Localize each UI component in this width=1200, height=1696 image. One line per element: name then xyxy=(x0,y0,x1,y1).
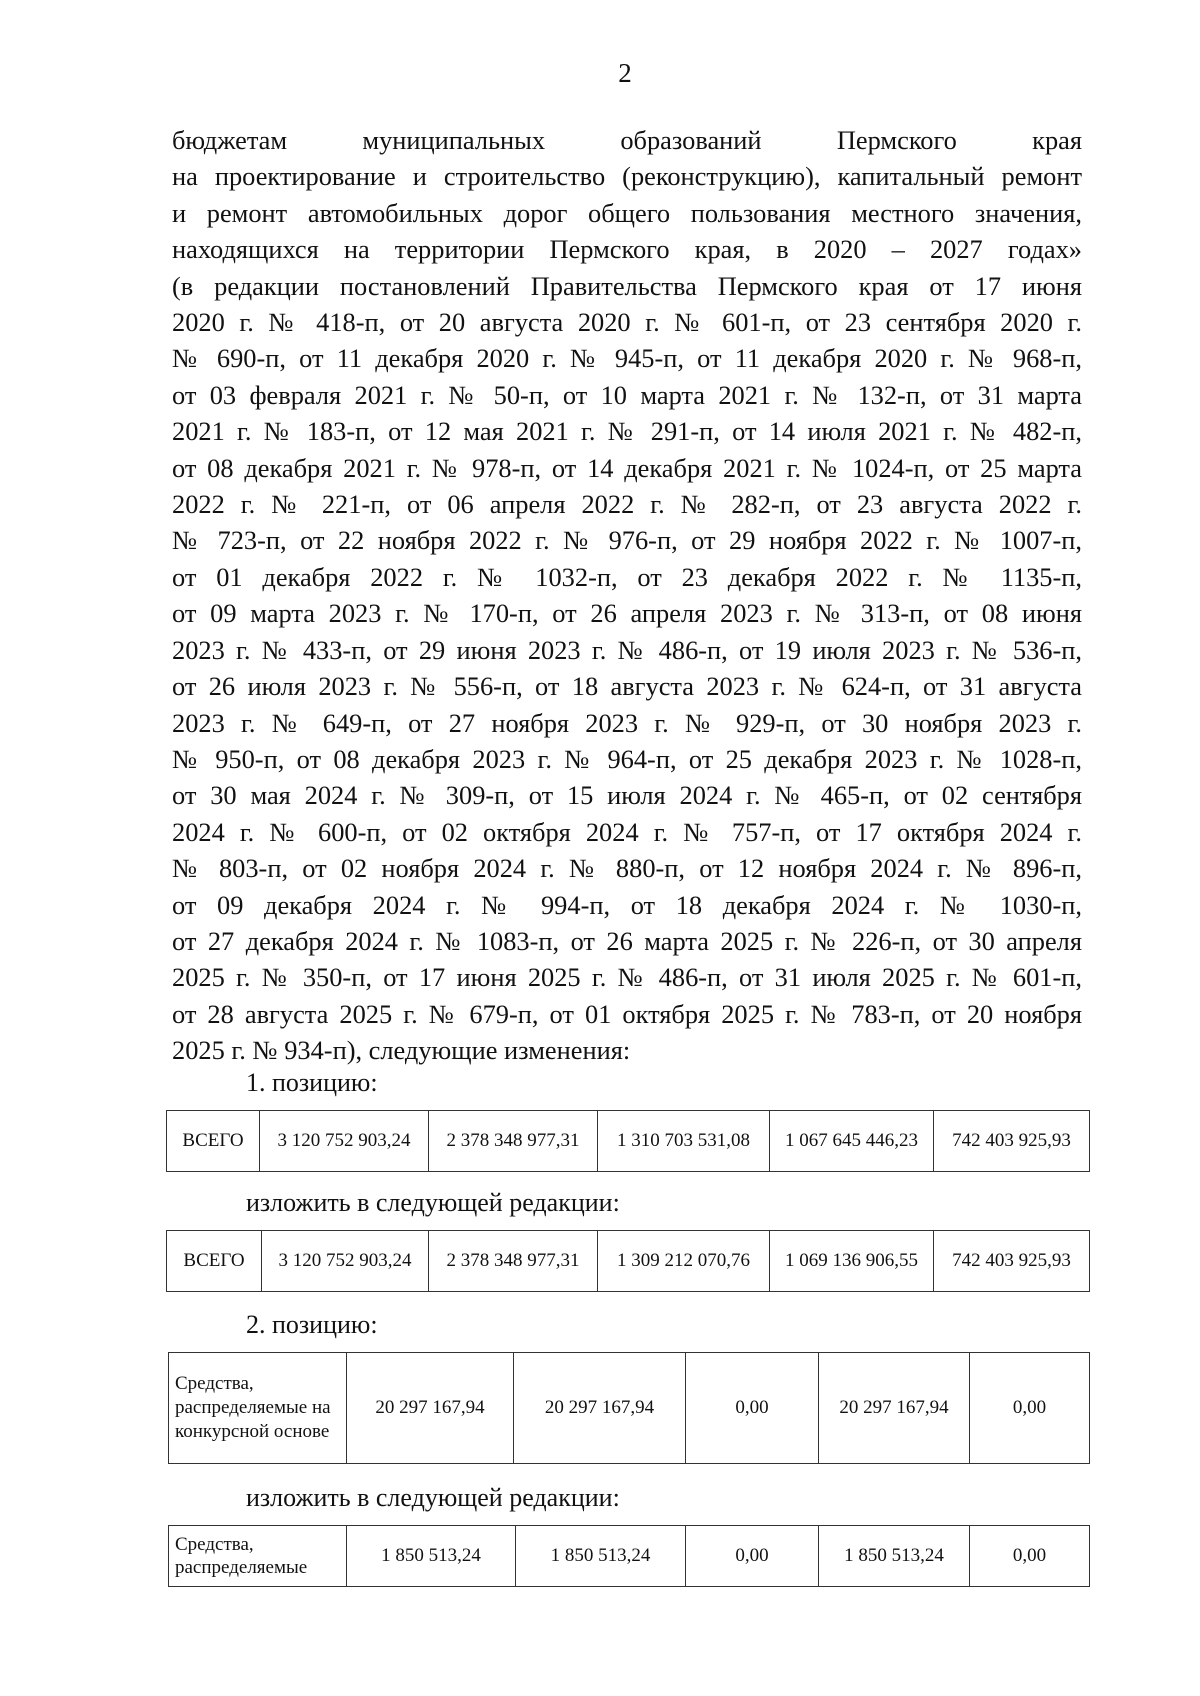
table-cell: 20 297 167,94 xyxy=(347,1353,514,1464)
table-row xyxy=(167,1231,1090,1292)
item-2-label: 2. позицию: xyxy=(246,1310,378,1339)
paragraph-line: от 09 декабря 2024 г. № 994-п, от 18 декабря 2024 г. № 1030-п, xyxy=(172,889,1082,920)
paragraph-line: № 723-п, от 22 ноября 2022 г. № 976-п, от 29 ноября 2022 г. № 1007-п, xyxy=(172,525,1082,556)
table-cell: 1 850 513,24 xyxy=(819,1526,970,1587)
paragraph-line: 2023 г. № 433-п, от 29 июня 2023 г. № 486-п, от 19 июля 2023 г. № 536-п, xyxy=(172,634,1082,665)
decree-paragraph xyxy=(172,122,1082,1069)
table-cell: 2 378 348 977,31 xyxy=(429,1231,598,1292)
paragraph-line: 2022 г. № 221-п, от 06 апреля 2022 г. № 282-п, от 23 августа 2022 г. xyxy=(172,489,1082,520)
table-cell: 3 120 752 903,24 xyxy=(260,1111,429,1172)
table-cell: 3 120 752 903,24 xyxy=(262,1231,429,1292)
table-cell: 0,00 xyxy=(970,1353,1090,1464)
table-cell: 20 297 167,94 xyxy=(514,1353,686,1464)
table-position-2-new xyxy=(168,1525,1090,1587)
paragraph-line: 2021 г. № 183-п, от 12 мая 2021 г. № 291-п, от 14 июля 2021 г. № 482-п, xyxy=(172,416,1082,447)
replace-label-1: изложить в следующей редакции: xyxy=(246,1188,620,1217)
table-row xyxy=(169,1526,1090,1587)
paragraph-line: на проектирование и строительство (реконструкцию), капитальный ремонт xyxy=(172,161,1082,192)
table-cell: Средства, распределяемые на конкурсной основе xyxy=(169,1353,347,1464)
table-cell: ВСЕГО xyxy=(167,1111,260,1172)
paragraph-line: от 09 марта 2023 г. № 170-п, от 26 апреля 2023 г. № 313-п, от 08 июня xyxy=(172,598,1082,629)
table-cell: 0,00 xyxy=(686,1526,819,1587)
table-cell: 1 850 513,24 xyxy=(516,1526,686,1587)
paragraph-line: 2025 г. № 350-п, от 17 июня 2025 г. № 486-п, от 31 июля 2025 г. № 601-п, xyxy=(172,962,1082,993)
table-position-1-old xyxy=(166,1110,1090,1172)
paragraph-line: № 950-п, от 08 декабря 2023 г. № 964-п, от 25 декабря 2023 г. № 1028-п, xyxy=(172,743,1082,774)
table-cell: ВСЕГО xyxy=(167,1231,262,1292)
paragraph-line: 2023 г. № 649-п, от 27 ноября 2023 г. № 929-п, от 30 ноября 2023 г. xyxy=(172,707,1082,738)
paragraph-line: от 03 февраля 2021 г. № 50-п, от 10 марта 2021 г. № 132-п, от 31 марта xyxy=(172,379,1082,410)
table-cell: 2 378 348 977,31 xyxy=(429,1111,598,1172)
table-position-1-new xyxy=(166,1230,1090,1292)
paragraph-line: № 690-п, от 11 декабря 2020 г. № 945-п, от 11 декабря 2020 г. № 968-п, xyxy=(172,343,1082,374)
paragraph-line: от 30 мая 2024 г. № 309-п, от 15 июля 2024 г. № 465-п, от 02 сентября xyxy=(172,780,1082,811)
paragraph-line: от 27 декабря 2024 г. № 1083-п, от 26 марта 2025 г. № 226-п, от 30 апреля xyxy=(172,925,1082,956)
item-1-label: 1. позицию: xyxy=(246,1068,378,1097)
paragraph-line: бюджетам муниципальных образований Пермского края xyxy=(172,125,1082,155)
table-cell: 20 297 167,94 xyxy=(819,1353,970,1464)
table-position-2-old xyxy=(168,1352,1090,1464)
paragraph-line: от 28 августа 2025 г. № 679-п, от 01 октября 2025 г. № 783-п, от 20 ноября xyxy=(172,998,1082,1029)
table-cell: 1 310 703 531,08 xyxy=(598,1111,770,1172)
replace-label-2: изложить в следующей редакции: xyxy=(246,1483,620,1512)
paragraph-line: и ремонт автомобильных дорог общего пользования местного значения, xyxy=(172,197,1082,228)
table-cell: 742 403 925,93 xyxy=(934,1231,1090,1292)
table-cell: 1 069 136 906,55 xyxy=(770,1231,934,1292)
paragraph-line: 2024 г. № 600-п, от 02 октября 2024 г. № 757-п, от 17 октября 2024 г. xyxy=(172,816,1082,847)
table-cell: 1 309 212 070,76 xyxy=(598,1231,770,1292)
table-row xyxy=(169,1353,1090,1464)
paragraph-line: 2020 г. № 418-п, от 20 августа 2020 г. № 601-п, от 23 сентября 2020 г. xyxy=(172,307,1082,338)
paragraph-line: № 803-п, от 02 ноября 2024 г. № 880-п, от 12 ноября 2024 г. № 896-п, xyxy=(172,853,1082,884)
paragraph-line-last: 2025 г. № 934-п), следующие изменения: xyxy=(172,1035,631,1066)
table-cell: 0,00 xyxy=(970,1526,1090,1587)
table-row xyxy=(167,1111,1090,1172)
paragraph-line: от 01 декабря 2022 г. № 1032-п, от 23 декабря 2022 г. № 1135-п, xyxy=(172,561,1082,592)
table-cell: Средства, распределяемые xyxy=(169,1526,347,1587)
paragraph-line: (в редакции постановлений Правительства Пермского края от 17 июня xyxy=(172,270,1082,301)
page-number: 2 xyxy=(618,58,632,88)
paragraph-line: от 26 июля 2023 г. № 556-п, от 18 августа 2023 г. № 624-п, от 31 августа xyxy=(172,671,1082,702)
table-cell: 742 403 925,93 xyxy=(934,1111,1090,1172)
table-cell: 1 067 645 446,23 xyxy=(770,1111,934,1172)
table-cell: 1 850 513,24 xyxy=(347,1526,516,1587)
paragraph-line: находящихся на территории Пермского края, в 2020 – 2027 годах» xyxy=(172,234,1082,265)
paragraph-line: от 08 декабря 2021 г. № 978-п, от 14 декабря 2021 г. № 1024-п, от 25 марта xyxy=(172,452,1082,483)
table-cell: 0,00 xyxy=(686,1353,819,1464)
